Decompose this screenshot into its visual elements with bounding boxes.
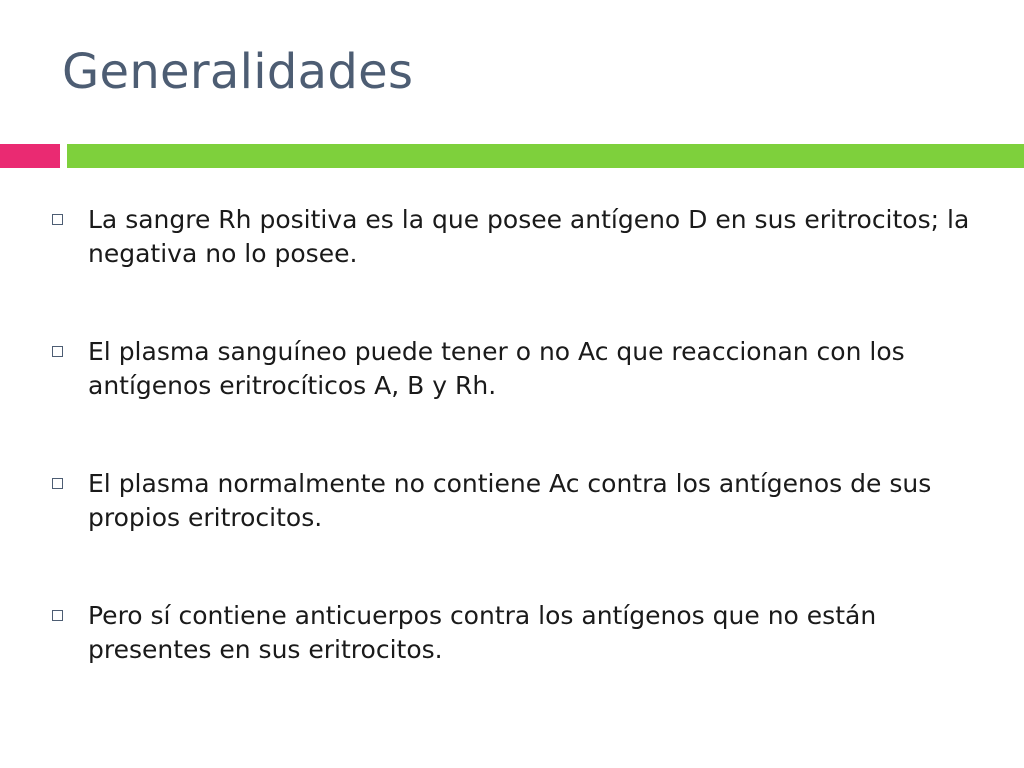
hollow-square-bullet-icon: [52, 610, 63, 621]
bullet-item: [52, 467, 982, 535]
bullet-text: El plasma normalmente no contiene Ac contra los antígenos de sus propios eritrocitos.: [88, 469, 932, 532]
bullet-text: La sangre Rh positiva es la que posee antígeno D en sus eritrocitos; la negativa no lo posee.: [88, 205, 970, 268]
accent-bar-pink: [0, 144, 60, 168]
bullet-item: [52, 599, 982, 667]
bullet-list: [52, 203, 982, 667]
accent-bar-green: [67, 144, 1024, 168]
slide-title: Generalidades: [62, 44, 414, 100]
bullet-text: El plasma sanguíneo puede tener o no Ac que reaccionan con los antígenos eritrocíticos A, B y Rh.: [88, 337, 905, 400]
bullet-item: [52, 203, 982, 271]
bullet-item: [52, 335, 982, 403]
hollow-square-bullet-icon: [52, 214, 63, 225]
bullet-text: Pero sí contiene anticuerpos contra los antígenos que no están presentes en sus eritrocitos.: [88, 601, 877, 664]
hollow-square-bullet-icon: [52, 478, 63, 489]
hollow-square-bullet-icon: [52, 346, 63, 357]
